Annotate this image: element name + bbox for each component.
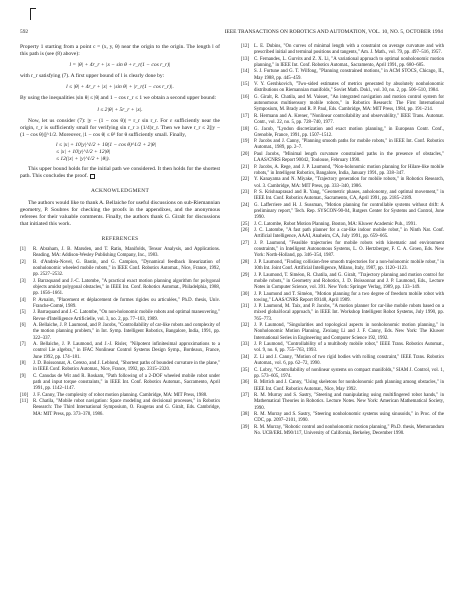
reference-item — [241, 355, 444, 368]
reference-number: [23] — [241, 190, 250, 196]
paragraph: By using the inequalities |sin θ| ≤ |θ| and 1 − cos r_r ≤ 1 we obtain a second upper bound: — [20, 95, 217, 102]
reference-text: R. M. Murray and S. Sastry, "Steering nonholonomic systems using sinusoids," in Proc. of the CDC, pp. 2097–2101, 1990. — [254, 411, 444, 424]
reference-text: R. M. Murray, "Robotic control and nonholonomic motion planning," Ph.D. thesis, Memorandum No. UCB/ERL M90/117, University of California, Berkeley, December 1990. — [254, 424, 444, 436]
reference-number: [31] — [241, 304, 250, 310]
reference-item — [241, 57, 444, 70]
reference-number: [22] — [241, 177, 250, 183]
reference-number: [5] — [20, 310, 26, 316]
reference-text: J. C. Latombe, Robot Motion Planning. Boston, MA: Kluwer Academic Pub., 1991. — [254, 221, 417, 227]
reference-text: R. Abraham, J. B. Marsden, and T. Ratiu, Manifolds, Tensor Analysis, and Applications. Reading, MA: Addison-Wesley Publishing Company, Inc., 1983. — [33, 246, 220, 259]
reference-item — [241, 82, 444, 95]
reference-item — [241, 425, 444, 438]
reference-text: B. Mirtich and J. Canny, "Using skeletons for nonholonomic path planning among obstacles," in IEEE Int. Conf. Robotics Automat., Nice, May 1992. — [254, 380, 444, 392]
reference-item — [241, 368, 444, 381]
paragraph: Now, let us consider (7): |y − (1 − cos θ)| = r_r sin r_r. For ε sufficiently near the origin, r_r is sufficiently small for verifying sin r_r ≥ (1/4)r_r. Then we have r_r ≤ 2[|y − (1 − cos θ)|]^1/2. Moreover, |1 − cos θ| ≤ θ² for θ sufficiently small. Finally, — [20, 117, 220, 138]
equation: l ≤ |θ| + 4r_r + |x| + |sin θ| + |r_r(1 − cos r_r)|. — [66, 84, 174, 91]
page-header — [20, 28, 443, 37]
reference-number: [8] — [20, 361, 26, 367]
reference-text: R. M. Murray and S. Sastry, "Steering and manipulating using multifingered robot hands," in Mathematical Theories in Robotics. Lecture Notes. New York: American Mathematical Society, 1990. — [254, 392, 444, 411]
equation-line: ≤ 12(|x| + |y|^1/2 + |θ|). — [56, 156, 110, 163]
reference-item — [241, 342, 444, 355]
references-heading: REFERENCES — [101, 235, 139, 242]
reference-item — [20, 260, 220, 279]
reference-text: J. Barraquand and J.-C. Latombe, "On non-holonomic mobile robots and optimal maneuvering," Revue d'Intelligence Artificielle, vol. 3, no. 2, pp. 77–103, 1989. — [33, 310, 220, 322]
right-column — [241, 44, 444, 437]
reference-text: J. P. Laumond, "Finding collision-free smooth trajectories for a non-holonomic mobile robot," in 10th Int. Joint Conf. Artificial Intelligence, Milano, Italy, 1987, pp. 1120–1123. — [254, 259, 444, 272]
reference-item — [241, 203, 444, 222]
reference-item — [20, 399, 220, 418]
reference-text: C. Lobry, "Controllability of nonlinear systems on compact manifolds," SIAM J. Control, vol. 1, pp. 573–605, 1974. — [254, 367, 444, 379]
reference-item — [241, 152, 444, 165]
reference-item — [241, 165, 444, 178]
reference-item — [241, 95, 444, 114]
reference-text: G. Jacob, "Lyndon discretization and exact motion planning," in European Contr. Conf., Grenoble, France, 1991, pp. 1507–1512. — [254, 126, 444, 138]
equation-line: ≤ |x| + 10|y|^1/2 + 12|θ| — [56, 149, 111, 156]
reference-text: P. Avnaim, "Placement et déplacement de formes rigides ou articulées," Ph.D. thesis, Univ. Franche-Comté, 1989. — [33, 297, 220, 309]
reference-number: [36] — [241, 380, 250, 386]
reference-text: Paul Jacobs, "Minimal length curvature constrained paths in the presence of obstacles," LAAS/CNRS Report 90042, Toulouse, February 1990. — [254, 151, 444, 164]
reference-item — [20, 279, 220, 298]
reference-number: [10] — [20, 392, 29, 398]
reference-number: [19] — [241, 139, 250, 145]
reference-text: J. C. Latombe, "A fast path planner for a car-like indoor mobile robot," in Ninth Nat. Conf. Artificial Intelligence, AAAI, Anaheim, CA, July 1991, pp. 659–665. — [254, 228, 444, 240]
reference-item — [241, 177, 444, 190]
reference-number: [9] — [20, 373, 26, 379]
reference-item — [241, 139, 444, 152]
reference-number: [16] — [241, 94, 250, 100]
acknowledgment-text: The authors would like to thank A. Bellaiche for useful discussions on sub-Riemannian geometry, P. Soubres for checking the proofs in the appendixes, and the anonymous referees for their valuable comments. Finally, the authors thank G. Giralt for discussions that initiated this work. — [20, 199, 221, 227]
reference-item — [241, 292, 444, 305]
reference-text: R. Chatila, "Mobile robot navigation: Space modeling and decisional processes," in Robotics Research: The Third International Symposium, O. Faugeras and G. Giralt, Eds. Cambridge, MA: MIT Press, pp. 373–378, 1986. — [33, 399, 220, 417]
reference-item — [20, 310, 220, 323]
reference-item — [20, 393, 220, 399]
reference-number: [2] — [20, 259, 26, 265]
acknowledgment-heading: ACKNOWLEDGMENT — [90, 188, 150, 195]
reference-item — [241, 380, 444, 393]
reference-text: P. Jacobs, A. Rege, and J. P. Laumond, "Non-holonomic motion planning for Hilare-like mobile robots," in Intelligent Robotics, Bangalore, India, January 1991, pp. 338–347. — [254, 164, 444, 176]
reference-number: [26] — [241, 228, 250, 234]
reference-text: J. F. Canny, The complexity of robot motion planning. Cambridge, MA: MIT Press, 1988. — [33, 392, 208, 398]
reference-item — [241, 260, 444, 273]
reference-number: [28] — [241, 259, 250, 265]
reference-text: P. Jacobs and J. Canny, "Planning smooth paths for mobile robots," in IEEE Int. Conf. Robotics Automat., 1989, pp. 2–7. — [254, 139, 444, 151]
reference-number: [32] — [241, 323, 250, 329]
reference-item — [241, 222, 444, 228]
reference-text: J. P. Laumond, T. Siméon, R. Chatila, and G. Giralt, "Trajectory planning and motion control for mobile robots," in Geometry and Robotics, J. D. Boissonnat and J. P. Laumond, Eds., Lecture Notes in Computer Science, vol. 391. New York: Springer Verlag, 1989, pp. 133–149. — [254, 272, 444, 291]
proof-conclusion: This upper bound holds for the initial path we considered. It then holds for the shortest path. This concludes the proof. — [20, 166, 220, 180]
reference-number: [30] — [241, 291, 250, 297]
reference-text: S. J. Fortune and G. T. Wilfong, "Planning constrained motions," in ACM STOCS, Chicago, IL, May 1988, pp. 445–459. — [254, 69, 444, 81]
reference-number: [17] — [241, 113, 250, 119]
reference-item — [20, 247, 220, 260]
reference-item — [20, 374, 220, 393]
paragraph — [20, 166, 220, 180]
reference-text: J. P. Laumond, "Controllability of a multibody mobile robot," IEEE Trans. Robotics Automat., vol. 9, no. 6, pp. 755–763, 1993. — [254, 342, 444, 354]
reference-number: [29] — [241, 272, 250, 278]
paragraph: with r_r satisfying (7). A first upper bound of l is clearly done by: — [20, 73, 165, 80]
reference-number: [38] — [241, 411, 250, 417]
reference-item — [241, 273, 444, 292]
reference-text: R. Hermann and A. Krener, "Nonlinear controllability and observability," IEEE Trans. Automat. Contr., vol. 22, no. 5, pp. 728–740, 1977. — [254, 113, 444, 126]
reference-number: [27] — [241, 240, 250, 246]
reference-text: C. Fernandes, L. Gurvits and Z. X. Li, "A variational approach to optimal nonholonomic motion planning," in IEEE Int. Conf. Robotics Automat., Sacramento, April 1991, pp. 680–685. — [254, 56, 444, 68]
reference-text: G. Giralt, R. Chatila, and M. Vaisset, "An integrated navigation and motion control system for autonomous multisensory mobile robots," in Robotics Research: The First International Symposium, M. Brady and R. P. Paul, Eds. Cambridge, MA: MIT Press, 1984, pp. 191–214. — [254, 94, 444, 113]
reference-item — [241, 393, 444, 412]
reference-number: [35] — [241, 367, 250, 373]
reference-number: [1] — [20, 246, 26, 252]
reference-number: [13] — [241, 56, 250, 62]
reference-number: [20] — [241, 151, 250, 157]
reference-number: [15] — [241, 82, 250, 88]
left-column — [20, 44, 220, 418]
reference-text: J. P. Laumond and T. Siméon, "Motion planning for a two degree of freedom mobile robot with towing," LAAS/CNRS Report 89148, April 1989. — [254, 291, 444, 303]
equation-line: l ≤ |x| + 10|y|^1/2 + 10(1 − cos θ)^1/2 + 2|θ| — [56, 141, 157, 148]
qed-box-icon — [90, 174, 95, 179]
reference-number: [21] — [241, 164, 250, 170]
reference-text: J. P. Laumond, "Feasible trajectories for mobile robots with kinematic and environment constraints," in Intelligent Autonomous Systems, L. O. Hertzberger, F. C. A. Groen, Eds. New York: North-Holland, pp. 346–354, 1987. — [254, 240, 444, 259]
reference-item — [241, 412, 444, 425]
reference-text: J. P. Laumond, "Singularities and topological aspects in nonholonomic motion planning," in Nonholonomic Motion Planning, Zexiang Li and J. F. Canny, Eds. New York: The Kluwer International Series in Engineering and Computer Science 192, 1992. — [254, 323, 444, 341]
reference-item — [241, 44, 444, 57]
reference-text: J. Barraquand and J.-C. Latombe, "A practical exact motion planning algorithm for polygonal objects amidst polygonal obstacles," in IEEE Int. Conf. Robotics Automat., Philadelphia, 1988, pp. 1656–1661. — [33, 278, 220, 297]
reference-number: [24] — [241, 202, 250, 208]
reference-number: [25] — [241, 221, 250, 227]
reference-number: [11] — [20, 399, 28, 405]
page-number: 592 — [20, 29, 29, 35]
reference-text: A. Bellaiche, J. P. Laumond, and J.-J. Risler, "Nilpotent infinitesimal approximations to a control Lie algebra," in IFAC Nonlinear Control Systems Design Symp., Bordeaux, France, June 1992, pp. 174–181. — [33, 342, 220, 360]
reference-text: L. E. Dubins, "On curves of minimal length with a constraint on average curvature and with prescribed initial and terminal positions and tangents," Am. J. Math., vol. 79, pp. 497–516, 1957. — [254, 44, 444, 56]
reference-item — [241, 304, 444, 323]
running-title: IEEE TRANSACTIONS ON ROBOTICS AND AUTOMATION, VOL. 10, NO. 5, OCTOBER 1994 — [224, 29, 443, 35]
reference-number: [39] — [241, 424, 250, 430]
reference-item — [241, 323, 444, 342]
reference-item — [241, 228, 444, 241]
reference-item — [20, 298, 220, 311]
equation: l = |θ| + 4r_r + |x − sin θ + r_r(1 − cos r_r)| — [69, 62, 171, 69]
reference-number: [4] — [20, 297, 26, 303]
reference-item — [241, 190, 444, 203]
reference-number: [7] — [20, 342, 26, 348]
paragraph: Property 1 starting from a point c = (x, y, θ) near the origin to the origin. The length l of this path is (see (8) above): — [20, 44, 220, 58]
equation-block — [20, 142, 220, 163]
reference-text: Y. Kanayama and N. Miyake, "Trajectory generation for mobile robots," in Robotics Research, vol. 3. Cambridge, MA: MIT Press, pp. 333–340, 1986. — [254, 177, 444, 189]
reference-item — [241, 114, 444, 127]
reference-text: A. Bellaiche, J. P. Laumond, and P. Jacobs, "Controllability of car-like robots and complexity of the motion planning problem," in Int. Symp. Intelligent Robotics, Bangalore, India, 1991, pp. 322–337. — [33, 323, 220, 341]
reference-number: [34] — [241, 354, 250, 360]
reference-number: [6] — [20, 323, 26, 329]
reference-item — [241, 241, 444, 260]
reference-list — [241, 44, 444, 437]
reference-text: Z. Li and J. Canny, "Motion of two rigid bodies with rolling constraint," IEEE Trans. Robotics Automat., vol. 6, pp. 62–72, 1990. — [254, 354, 444, 367]
reference-number: [37] — [241, 392, 250, 398]
equation: l ≤ 2|θ| + 5r_r + |x|. — [97, 106, 143, 113]
crop-mark — [30, 8, 36, 20]
reference-text: C. Canudas de Wit and R. Roskam, "Path following of a 2-DOF wheeled mobile robot under path and input torque constraints," in IEEE Int. Conf. Robotics Automat., Sacramento, April 1991, pp. 1142–1147. — [33, 373, 220, 392]
reference-item — [20, 323, 220, 342]
reference-text: G. Lafferriere and H. J. Sussman, "Motion planning for controllable systems without drift: A preliminary report," Tech. Rep. SYSCON-90-04, Rutgers Center for Systems and Control, June 1990. — [254, 202, 444, 221]
reference-number: [12] — [241, 44, 250, 49]
reference-number: [18] — [241, 126, 250, 132]
reference-item — [20, 361, 220, 374]
reference-item — [241, 127, 444, 140]
reference-number: [3] — [20, 278, 26, 284]
reference-item — [241, 69, 444, 82]
reference-list — [20, 247, 220, 418]
reference-item — [20, 342, 220, 361]
reference-number: [14] — [241, 69, 250, 75]
reference-text: J. D. Boissonnat, A. Cerezo, and J. Leblond, "Shortest paths of bounded curvature in the plane," in IEEE Conf. Robotics Automat., Nice, France, 1992, pp. 2315–2320. — [33, 361, 220, 373]
reference-text: P. S. Krishnaprasad and R. Yang, "Geometric phases, anholonomy, and optimal movement," in IEEE Int. Conf. Robotics Automat., Sacramento, CA, April 1991, pp. 2185–2189. — [254, 190, 444, 202]
reference-text: B. d'Andréa-Novel, G. Bastin, and G. Campion, "Dynamical feedback linearization of nonholonomic wheeled mobile robots," in IEEE Conf. Robotics Automat., Nice, France, 1992, pp. 2527–2532. — [33, 259, 220, 278]
reference-text: J. P. Laumond, M. Taix, and P. Jacobs, "A motion planner for car-like mobile robots based on a mixed global/local approach," in IEEE Int. Workshop Intelligent Robot Systems, July 1990, pp. 765–773. — [254, 304, 444, 322]
reference-text: V. Y. Gershkovich, "Two-sided estimates of metrics generated by absolutely nonholonomic distributions on Riemannian manifolds," Soviet Math. Dokl., vol. 30, no. 2, pp. 506–510, 1984. — [254, 82, 444, 94]
reference-number: [33] — [241, 342, 250, 348]
